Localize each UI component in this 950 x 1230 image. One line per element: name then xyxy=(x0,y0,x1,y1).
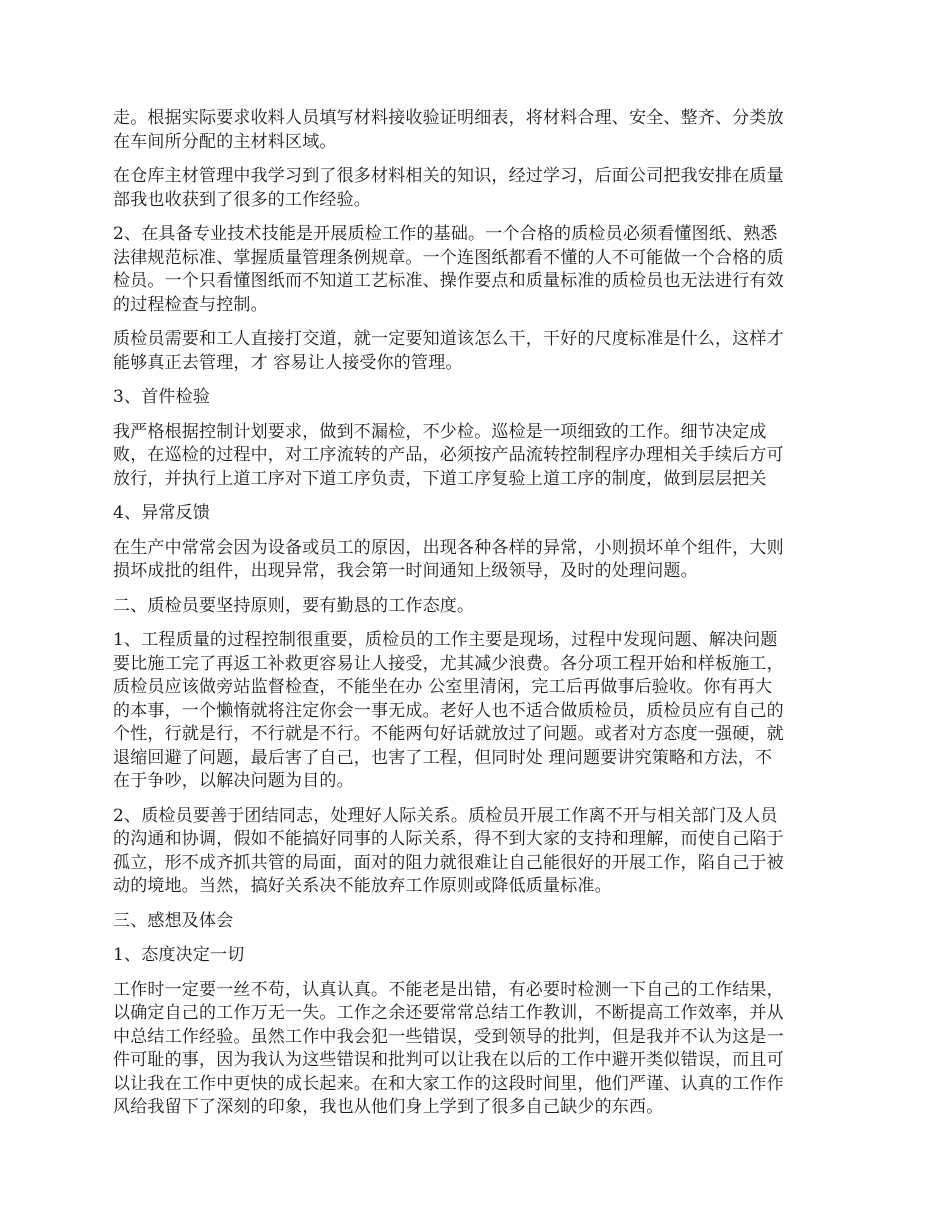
text-line: 要比施工完了再返工补救更容易让人接受，尤其减少浪费。各分项工程开始和样板施工， xyxy=(113,653,784,674)
text-line: 的本事，一个懒惰就将注定你会一事无成。老好人也不适合做质检员，质检员应有自己的 xyxy=(113,700,784,721)
paragraph xyxy=(113,386,841,410)
paragraph xyxy=(113,537,841,584)
text-line: 在仓库主材管理中我学习到了很多材料相关的知识，经过学习，后面公司把我安排在质量 xyxy=(113,166,784,186)
text-line: 败，在巡检的过程中，对工序流转的产品，必须按产品流转控制程序办理相关手续后方可 xyxy=(113,445,784,465)
text-line: 动的境地。当然，搞好关系决不能放弃工作原则或降低质量标准。 xyxy=(113,876,612,896)
text-line: 个性，行就是行，不行就是不行。不能两句好话就放过了问题。或者对方态度一强硬，就 xyxy=(113,724,784,744)
text-line: 工作时一定要一丝不苟，认真认真。不能老是出错，有必要时检测一下自己的工作结果， xyxy=(113,979,784,1000)
text-line: 退缩回避了问题，最后害了自己，也害了工程，但同时处 理问题要讲究策略和方法，不 xyxy=(113,747,773,768)
text-line: 二、质检员要坚持原则，要有勤恳的工作态度。 xyxy=(113,595,475,616)
text-line: 三、感想及体会 xyxy=(113,910,234,931)
text-line: 检员。一个只看懂图纸而不知道工艺标准、操作要点和质量标准的质检员也无法进行有效 xyxy=(113,271,784,291)
text-line: 放行，并执行上道工序对下道工序负责，下道工序复验上道工序的制度，做到层层把关 xyxy=(113,468,767,489)
paragraph xyxy=(113,107,841,154)
paragraph xyxy=(113,944,841,968)
paragraph xyxy=(113,805,841,899)
text-line: 损坏成批的组件，出现异常，我会第一时间通知上级领导，及时的处理问题。 xyxy=(113,561,698,581)
text-line: 1、态度决定一切 xyxy=(113,945,245,965)
text-line: 法律规范标准、掌握质量管理条例规章。一个连图纸都看不懂的人不可能做一个合格的质 xyxy=(113,247,784,268)
paragraph xyxy=(113,165,841,212)
paragraph xyxy=(113,979,841,1120)
text-line: 风给我留下了深刻的印象，我也从他们身上学到了很多自己缺少的东西。 xyxy=(113,1097,664,1117)
text-line: 在于争吵，以解决问题为目的。 xyxy=(113,771,354,791)
text-line: 的过程检查与控制。 xyxy=(113,294,268,315)
text-line: 3、首件检验 xyxy=(113,387,211,407)
document-page xyxy=(113,107,841,1131)
text-line: 质检员应该做旁站监督检查，不能坐在办 公室里清闲，完工后再做事后验收。你有再大 xyxy=(113,677,773,697)
text-line: 的沟通和协调，假如不能搞好同事的人际关系，得不到大家的支持和理解，而使自己陷于 xyxy=(113,829,784,849)
paragraph xyxy=(113,502,841,526)
text-line: 中总结工作经验。虽然工作中我会犯一些错误，受到领导的批判，但是我并不认为这是一 xyxy=(113,1026,784,1047)
text-line: 能够真正去管理，才 容易让人接受你的管理。 xyxy=(113,352,463,373)
text-line: 走。根据实际要求收料人员填写材料接收验证明细表，将材料合理、安全、整齐、分类放 xyxy=(113,108,784,128)
text-line: 2、在具备专业技术技能是开展质检工作的基础。一个合格的质检员必须看懂图纸、熟悉 xyxy=(113,224,778,244)
text-line: 以让我在工作中更快的成长起来。在和大家工作的这段时间里，他们严谨、认真的工作作 xyxy=(113,1073,784,1094)
paragraph xyxy=(113,595,841,619)
paragraph xyxy=(113,328,841,375)
text-line: 在车间所分配的主材料区域。 xyxy=(113,131,337,152)
text-line: 部我也收获到了很多的工作经验。 xyxy=(113,189,371,210)
paragraph xyxy=(113,629,841,794)
text-line: 2、质检员要善于团结同志，处理好人际关系。质检员开展工作离不开与相关部门及人员 xyxy=(113,805,778,826)
text-line: 质检员需要和工人直接打交道，就一定要知道该怎么干，干好的尺度标准是什么，这样才 xyxy=(113,329,784,349)
text-line: 件可耻的事，因为我认为这些错误和批判可以让我在以后的工作中避开类似错误，而且可 xyxy=(113,1050,784,1070)
text-line: 以确定自己的工作万无一失。工作之余还要常常总结工作教训，不断提高工作效率，并从 xyxy=(113,1003,784,1023)
paragraph xyxy=(113,223,841,317)
text-line: 我严格根据控制计划要求，做到不漏检，不少检。巡检是一项细致的工作。细节决定成 xyxy=(113,421,767,442)
text-line: 1、工程质量的过程控制很重要，质检员的工作主要是现场，过程中发现问题、解决问题 xyxy=(113,630,778,650)
paragraph xyxy=(113,421,841,492)
text-line: 在生产中常常会因为设备或员工的原因，出现各种各样的异常，小则损坏单个组件，大则 xyxy=(113,537,784,558)
paragraph xyxy=(113,910,841,934)
text-line: 4、异常反馈 xyxy=(113,503,211,523)
text-line: 孤立，形不成齐抓共管的局面，面对的阻力就很难让自己能很好的开展工作，陷自己于被 xyxy=(113,852,784,873)
